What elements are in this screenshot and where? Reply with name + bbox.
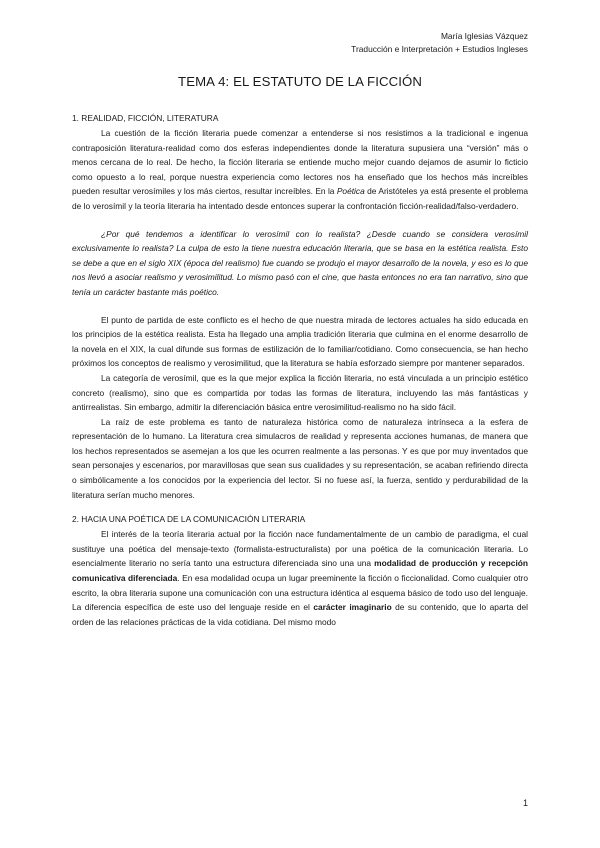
author-name: María Iglesias Vázquez (440, 31, 528, 41)
page-header (351, 30, 528, 56)
paragraph: La raíz de este problema es tanto de naturaleza histórica como de naturaleza intrínseca a la esfera de representación de lo humano. La literatura crea simulacros de realidad y representa acciones humanas, de manera que los hechos representados se asemejan a los que les ocurren realmente a las personas. Y es que por muy inventados que sean personajes y escenarios, por maravillosas que sean sus cualidades y su representación, se acaban refiriendo directa o simbólicamente a los conocidos por la experiencia del lector. Si no fuese así, la fuerza, sentido y perdurabilidad de la literatura serían mucho menores. (72, 416, 528, 500)
section-heading-2: 2. HACIA UNA POÉTICA DE LA COMUNICACIÓN LITERARIA (72, 514, 306, 525)
document-title: TEMA 4: EL ESTATUTO DE LA FICCIÓN (178, 74, 422, 89)
text-run: La cuestión de la ficción literaria puede comenzar a entenderse si nos resistimos a la tradicional e ingenua contraposición literatura-realidad como dos esferas independientes donde la literatura supusiera una “versión” más o menos cercana de lo real. De hecho, la ficción literaria se entiende mucho mejor cuando dejamos de asumir lo ficticio como opuesto a lo real, porque nuestra experiencia como lectores nos ha enseñado que los hechos más increíbles pueden resultar verosímiles y los más ciertos, resultar increíbles. En la (72, 128, 528, 197)
document-body (72, 112, 528, 629)
paragraph (72, 527, 528, 629)
section-heading-1: 1. REALIDAD, FICCIÓN, LITERATURA (72, 113, 219, 123)
paragraph (72, 126, 528, 214)
italic-note-paragraph: ¿Por qué tendemos a identificar lo verosímil con lo realista? ¿Desde cuando se considera verosímil exclusivamente lo realista? La culpa de esto la tiene nuestra educación literaria, que se basa en la estética realista. Esto se debe a que en el siglo XIX (época del realismo) fue cuando se produjo el mayor desarrollo de la novela, y eso es lo que nos llevó a asociar realismo y verosimilitud. Lo mismo pasó con el cine, que hasta entonces no era tan narrativo, sino que tenía un carácter bastante más poético. (72, 228, 528, 297)
italic-text: Poética (336, 186, 365, 197)
text-run: de Aristóteles ya está presente el problema de lo verosímil y la teoría literaria ha intentado desde entonces superar la confrontación ficción-realidad/falso-verdadero. (72, 186, 528, 211)
bold-text: carácter imaginario (313, 602, 392, 613)
program-name: Traducción e Interpretación + Estudios Ingleses (351, 44, 528, 54)
bold-text: modalidad de producción y recepción comunicativa diferenciada (72, 558, 529, 584)
text-run: El interés de la teoría literaria actual por la ficción nace fundamentalmente de un cambio de paradigma, el cual sustituye una poética del mensaje-texto (formalista-estructuralista) por una poética de la comunicación literaria. Lo esencialmente literario no sería tanto una estructura diferenciada sino una una (72, 529, 528, 569)
text-run: de su contenido, que lo aparta del orden de las relaciones prácticas de la vida cotidiana. Del mismo modo (72, 602, 528, 627)
text-run: . En esa modalidad ocupa un lugar preeminente la ficción o ficcionalidad. Como cualquier otro escrito, la obra literaria supone una comunicación con una estructura idéntica al esquema básico de todo uso del lenguaje. La diferencia específica de este uso del lenguaje reside en el (72, 573, 528, 613)
page-number: 1 (522, 798, 528, 808)
paragraph: El punto de partida de este conflicto es el hecho de que nuestra mirada de lectores actuales ha sido educada en los principios de la estética realista. Esta ha llegado una amplia tradición literaria que culmina en el enorme desarrollo de la novela en el XIX, la cual difunde sus formas de estilización de lo familiar/cotidiano. Como consecuencia, se han hecho próximos los conceptos de realismo y verosimilitud, que la literatura se había esforzado siempre por mantener separados. (72, 314, 528, 369)
paragraph: La categoría de verosímil, que es la que mejor explica la ficción literaria, no está vinculada a un principio estético concreto (realismo), sino que es compartida por todas las formas de literatura, incluyendo las más fantásticas y antirrealistas. Sin embargo, admitir la diferenciación básica entre verosimilitud-realismo no ha sido fácil. (72, 372, 528, 413)
